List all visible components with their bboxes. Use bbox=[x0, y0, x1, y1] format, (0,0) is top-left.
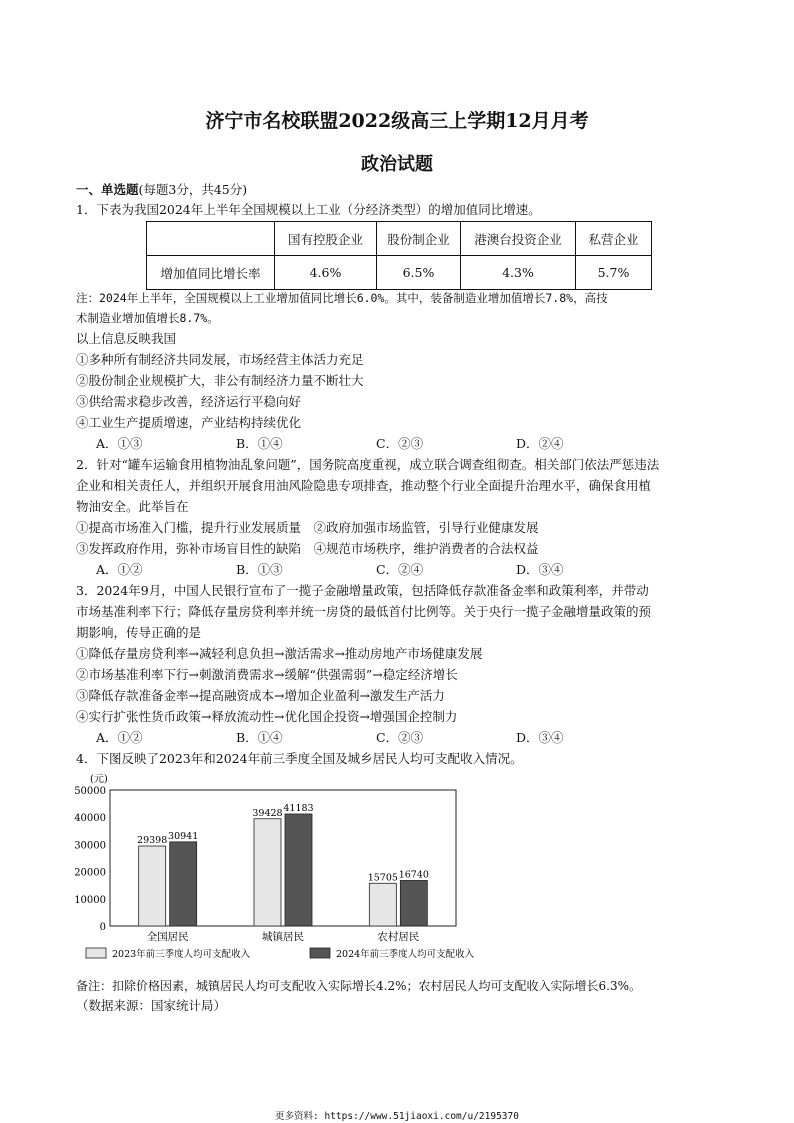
q3-stem-line: 市场基准利率下行；降低存量房贷利率并统一房贷的最低首付比例等。关于央行一揽子金融增量政策的预 bbox=[76, 604, 652, 619]
bar bbox=[170, 842, 197, 926]
x-tick-label: 农村居民 bbox=[377, 931, 420, 943]
option-d: D．②④ bbox=[516, 436, 564, 451]
option-a: A．①③ bbox=[96, 436, 143, 451]
q1-note-line: 术制造业增加值增长8.7%。 bbox=[76, 311, 219, 325]
q2-stem-line: 2．针对“罐车运输食用植物油乱象问题”，国务院高度重视，成立联合调查组彻查。相关部门依法严惩违法 bbox=[76, 457, 660, 472]
q2-items-row: ③发挥政府作用，弥补市场盲目性的缺陷 ④规范市场秩序，维护消费者的合法权益 bbox=[76, 541, 539, 556]
legend-swatch bbox=[310, 948, 330, 958]
data-label: 39428 bbox=[252, 807, 283, 819]
income-bar-chart bbox=[60, 768, 560, 974]
q1-item: ③供给需求稳步改善，经济运行平稳向好 bbox=[76, 394, 302, 409]
option-b: B．①④ bbox=[236, 436, 283, 451]
y-tick-label: 0 bbox=[99, 922, 106, 933]
option-c: C．②③ bbox=[376, 436, 424, 451]
table-header-cell: 港澳台投资企业 bbox=[461, 222, 576, 256]
bar bbox=[285, 814, 312, 926]
q1-table bbox=[146, 221, 652, 290]
q2-stem-line: 企业和相关责任人，并组织开展食用油风险隐患专项排查，推动整个行业全面提升治理水平，确保食用植 bbox=[76, 478, 652, 493]
legend-swatch bbox=[86, 948, 106, 958]
q3-stem-line: 期影响，传导正确的是 bbox=[76, 625, 202, 640]
legend-label: 2023年前三季度人均可支配收入 bbox=[112, 949, 251, 960]
section-title: 一、单选题 bbox=[76, 182, 139, 197]
data-label: 41183 bbox=[283, 802, 314, 814]
q4-source: （数据来源：国家统计局） bbox=[76, 998, 227, 1013]
q1-note-line: 注：2024年上半年，全国规模以上工业增加值同比增长6.0%。其中，装备制造业增加值增长7.8%，高技 bbox=[76, 291, 608, 305]
option-a: A．①② bbox=[96, 730, 143, 745]
table-cell: 4.3% bbox=[461, 256, 576, 290]
q3-item: ④实行扩张性货币政策→释放流动性→优化国企投资→增强国企控制力 bbox=[76, 709, 458, 724]
bar bbox=[254, 819, 281, 926]
data-label: 30941 bbox=[168, 830, 199, 842]
section-info: (每题3分，共45分) bbox=[138, 182, 248, 197]
x-tick-label: 城镇居民 bbox=[262, 931, 304, 943]
q1-stem: 1．下表为我国2024年上半年全国规模以上工业（分经济类型）的增加值同比增速。 bbox=[76, 202, 541, 217]
q3-item: ②市场基准利率下行→刺激消费需求→缓解“供强需弱”→稳定经济增长 bbox=[76, 667, 458, 682]
q4-note-line: 备注：扣除价格因素，城镇居民人均可支配收入实际增长4.2%；农村居民人均可支配收入实际增长6.3%。 bbox=[76, 979, 641, 993]
bar bbox=[400, 880, 427, 926]
table-cell: 4.6% bbox=[275, 256, 377, 290]
data-label: 29398 bbox=[137, 835, 168, 847]
option-c: C．②③ bbox=[376, 730, 424, 745]
table-header-cell: 股份制企业 bbox=[377, 222, 461, 256]
q4-stem: 4．下图反映了2023年和2024年前三季度全国及城乡居民人均可支配收入情况。 bbox=[76, 751, 523, 766]
bar bbox=[139, 846, 166, 926]
table-row bbox=[147, 256, 652, 290]
q2-stem-line: 物油安全。此举旨在 bbox=[76, 499, 189, 514]
y-tick-label: 20000 bbox=[74, 867, 106, 879]
option-b: B．①③ bbox=[236, 562, 283, 577]
option-a: A．①② bbox=[96, 562, 143, 577]
q1-options bbox=[96, 435, 656, 453]
legend-label: 2024年前三季度人均可支配收入 bbox=[336, 949, 475, 960]
q3-item: ③降低存款准备金率→提高融资成本→增加企业盈利→激发生产活力 bbox=[76, 688, 445, 703]
y-tick-label: 50000 bbox=[74, 786, 106, 797]
q3-options bbox=[96, 729, 656, 747]
q3-item: ①降低存量房贷利率→减轻利息负担→激活需求→推动房地产市场健康发展 bbox=[76, 646, 483, 661]
footer-link[interactable]: 更多资料: https://www.51jiaoxi.com/u/2195370 bbox=[275, 1111, 519, 1122]
data-label: 15705 bbox=[367, 872, 398, 884]
y-unit-label: (元) bbox=[90, 774, 108, 785]
option-d: D．③④ bbox=[516, 730, 564, 745]
table-header-cell: 私营企业 bbox=[576, 222, 652, 256]
option-c: C．②④ bbox=[376, 562, 424, 577]
q2-options bbox=[96, 561, 656, 579]
bar bbox=[369, 883, 396, 926]
q1-item: ②股份制企业规模扩大，非公有制经济力量不断壮大 bbox=[76, 373, 364, 388]
q1-item: ④工业生产提质增速，产业结构持续优化 bbox=[76, 415, 302, 430]
table-row-label: 增加值同比增长率 bbox=[147, 256, 275, 290]
table-header-cell: 国有控股企业 bbox=[275, 222, 377, 256]
x-tick-label: 全国居民 bbox=[146, 931, 189, 943]
section-heading bbox=[76, 181, 247, 199]
q1-lead: 以上信息反映我国 bbox=[76, 331, 177, 346]
y-tick-label: 30000 bbox=[74, 840, 106, 852]
table-cell: 5.7% bbox=[576, 256, 652, 290]
option-b: B．①④ bbox=[236, 730, 283, 745]
q3-stem-line: 3．2024年9月，中国人民银行宣布了一揽子金融增量政策，包括降低存款准备金率和政策利率，并带动 bbox=[76, 583, 649, 598]
q1-item: ①多种所有制经济共同发展，市场经营主体活力充足 bbox=[76, 352, 364, 367]
table-header-cell bbox=[147, 222, 275, 256]
data-label: 16740 bbox=[398, 869, 429, 881]
table-header-row bbox=[147, 222, 652, 256]
exam-subtitle: 政治试题 bbox=[361, 154, 433, 175]
option-d: D．③④ bbox=[516, 562, 564, 577]
table-cell: 6.5% bbox=[377, 256, 461, 290]
y-tick-label: 40000 bbox=[74, 813, 106, 825]
y-tick-label: 10000 bbox=[74, 894, 106, 906]
q2-items-row: ①提高市场准入门槛，提升行业发展质量 ②政府加强市场监管，引导行业健康发展 bbox=[76, 520, 539, 535]
exam-title: 济宁市名校联盟2022级高三上学期12月月考 bbox=[205, 110, 589, 132]
